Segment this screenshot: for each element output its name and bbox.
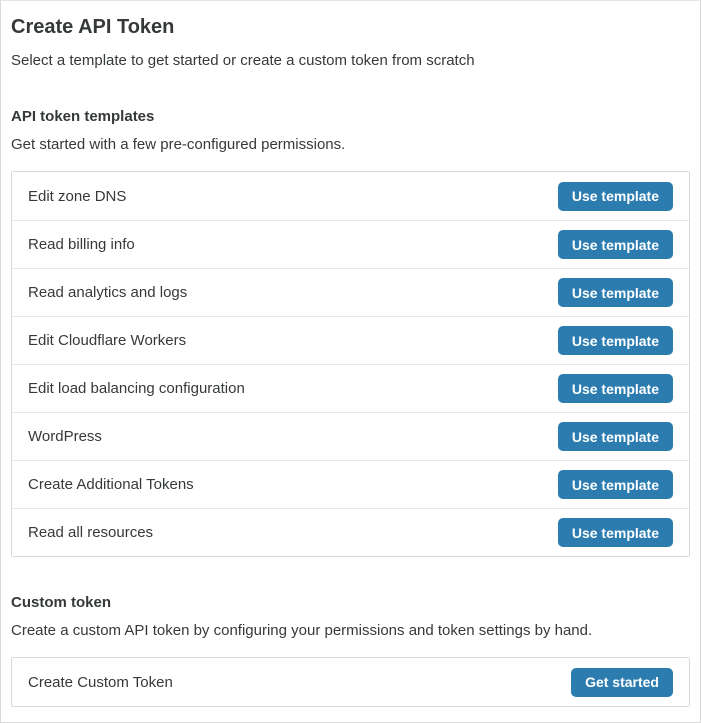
custom-token-row <box>12 658 689 706</box>
use-template-button[interactable]: Use template <box>558 182 673 211</box>
templates-section-heading: API token templates <box>11 108 155 125</box>
custom-token-label: Create Custom Token <box>28 673 173 691</box>
template-list <box>11 171 690 557</box>
template-label: Edit load balancing configuration <box>28 380 245 397</box>
use-template-button[interactable]: Use template <box>558 326 673 355</box>
custom-token-card <box>11 657 690 707</box>
use-template-button[interactable]: Use template <box>558 278 673 307</box>
custom-token-section-heading: Custom token <box>11 594 112 611</box>
template-label: WordPress <box>28 428 102 445</box>
template-row <box>12 220 689 268</box>
template-label: Read analytics and logs <box>28 284 188 301</box>
template-row <box>12 172 689 220</box>
custom-token-section-description: Create a custom API token by configuring your permissions and token settings by hand. <box>11 622 593 639</box>
use-template-button[interactable]: Use template <box>558 422 673 451</box>
template-row <box>12 412 689 460</box>
template-label: Edit zone DNS <box>28 187 127 205</box>
template-row <box>12 268 689 316</box>
template-label: Create Additional Tokens <box>28 476 194 493</box>
use-template-button[interactable]: Use template <box>558 230 673 259</box>
template-row <box>12 460 689 508</box>
template-row <box>12 316 689 364</box>
use-template-button[interactable]: Use template <box>558 518 673 547</box>
page-subtitle: Select a template to get started or create a custom token from scratch <box>11 52 475 69</box>
template-label: Read all resources <box>28 524 154 541</box>
templates-section-description: Get started with a few pre-configured permissions. <box>11 136 346 153</box>
use-template-button[interactable]: Use template <box>558 470 673 499</box>
page-title: Create API Token <box>11 16 175 38</box>
use-template-button[interactable]: Use template <box>558 374 673 403</box>
get-started-button[interactable]: Get started <box>571 668 673 697</box>
template-row <box>12 364 689 412</box>
template-row <box>12 508 689 556</box>
template-label: Edit Cloudflare Workers <box>28 332 187 349</box>
template-label: Read billing info <box>28 236 135 253</box>
